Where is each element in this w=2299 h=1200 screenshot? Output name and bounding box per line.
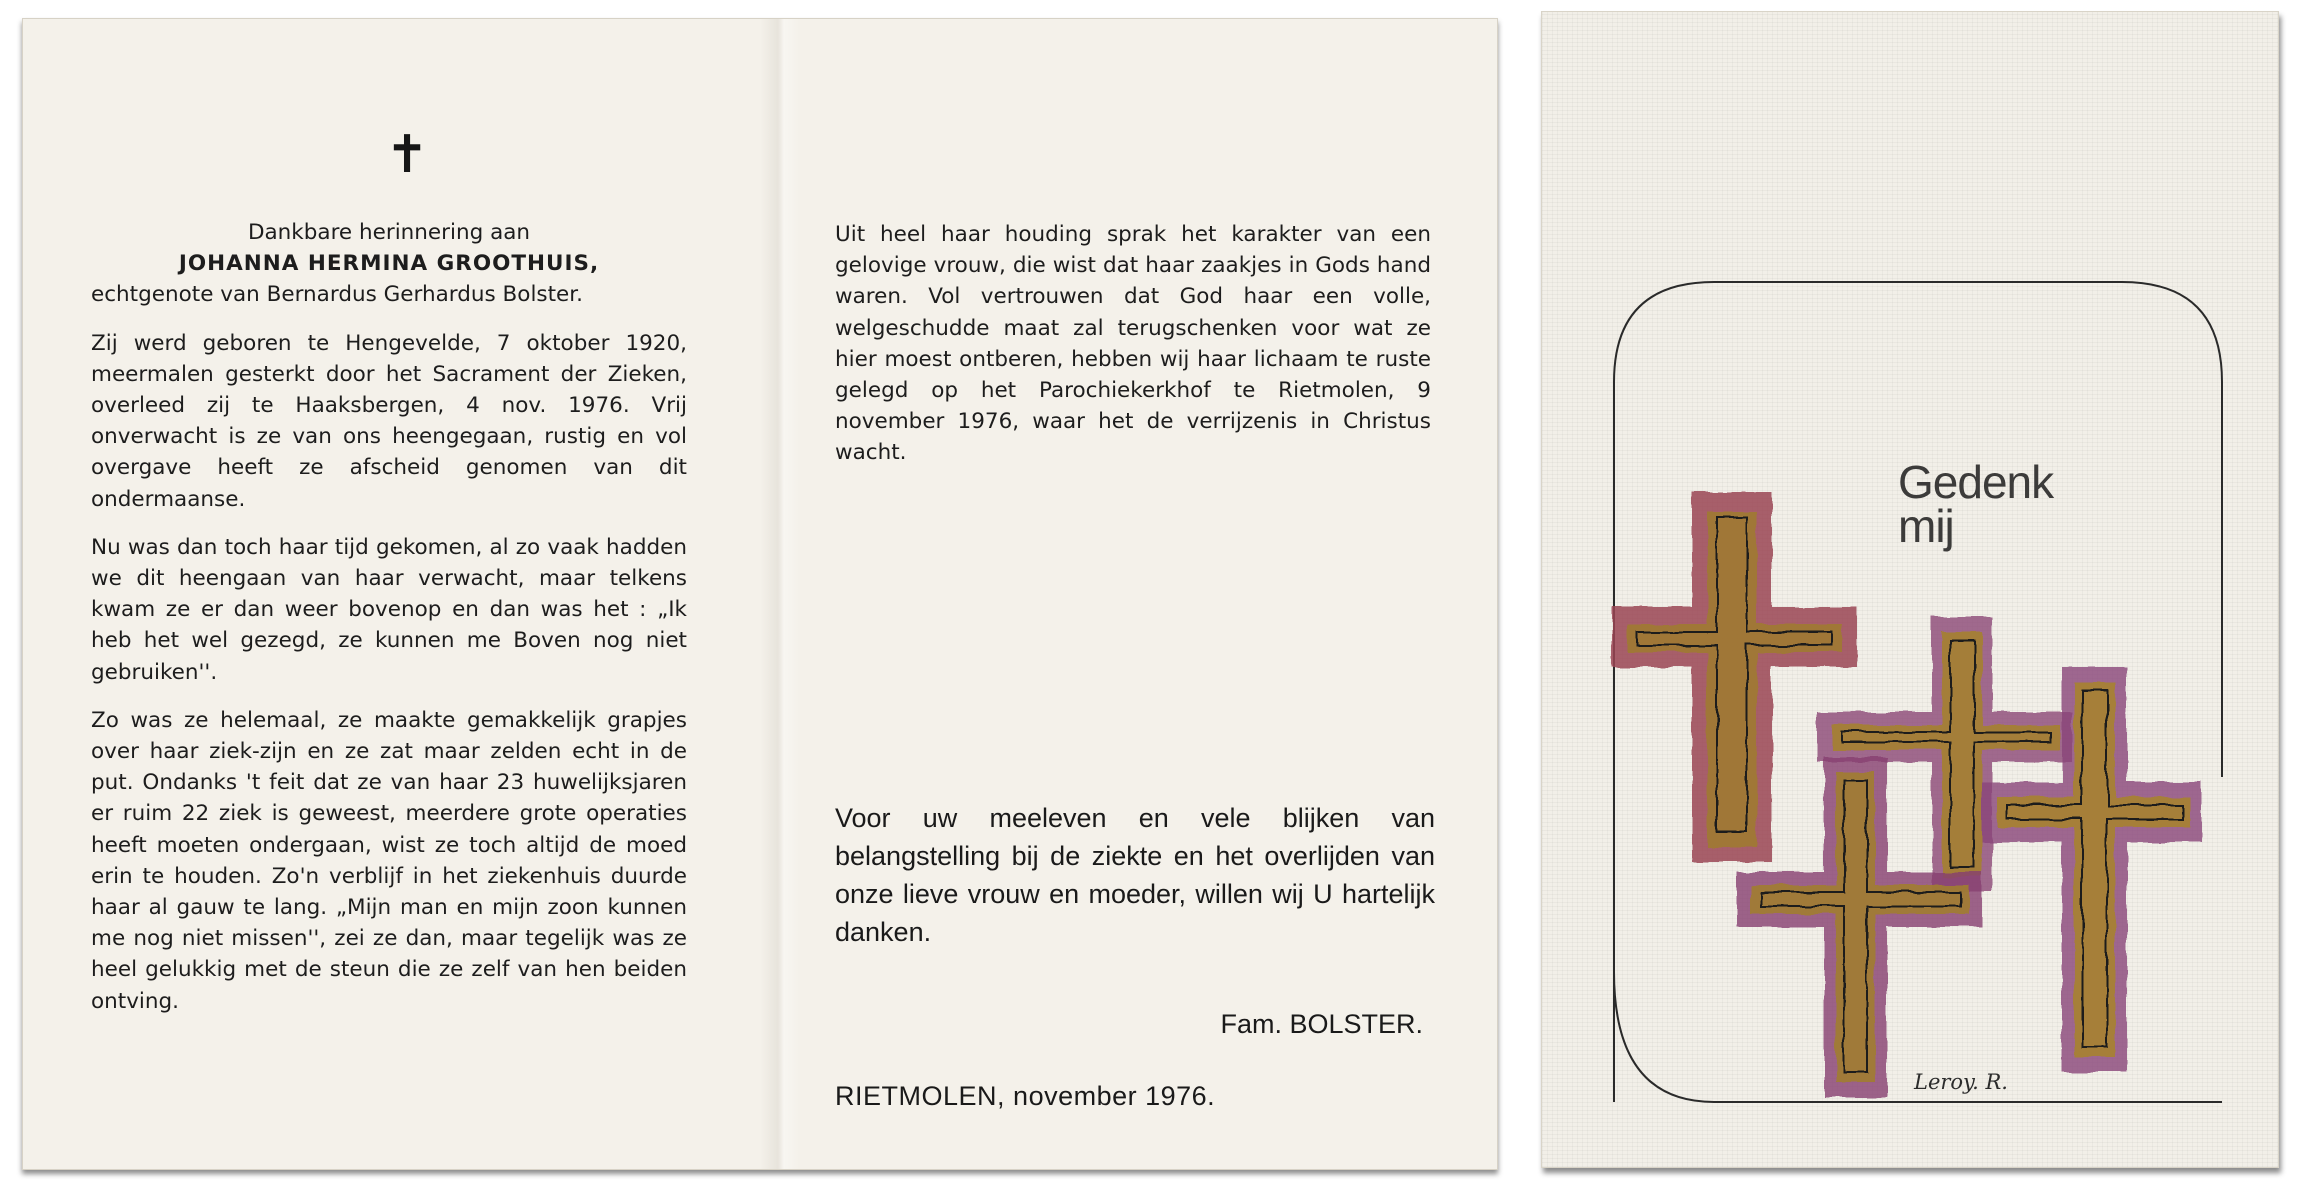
- thanks-paragraph: Voor uw meeleven en vele blijken van belangstelling bij de ziekte en het overlijden van onze lieve vrouw en moeder, willen wij U hartelijk danken.: [835, 803, 1435, 947]
- front-card: [1541, 11, 2279, 1168]
- place: RIETMOLEN,: [835, 1081, 1006, 1111]
- spouse-line: echtgenote van Bernardus Gerhardus Bolster.: [91, 282, 583, 308]
- deceased-name: JOHANNA HERMINA GROOTHUIS,: [178, 251, 600, 277]
- paragraph-biography: Zij werd geboren te Hengevelde, 7 oktober 1920, meermalen gesterkt door het Sacrament der Zieken, overleed zij te Haaksbergen, 4 nov. 1976. Vrij onverwacht is ze van ons heengegaan, rustig en vol overgave heeft ze afscheid genomen van dit ondermaanse.: [91, 330, 687, 512]
- thanks-text: [835, 799, 1435, 951]
- card-title-line2: mij: [1898, 500, 1954, 552]
- paragraph-character: Zo was ze helemaal, ze maakte gemakkelijk grapjes over haar ziek-zijn en ze zat maar zelden echt in de put. Ondanks 't feit dat ze van haar 23 huwelijksjaren er ruim 22 ziek is geweest, meerdere grote operaties heeft moeten ondergaan, wist ze toch altijd de moed erin te houden. Zo'n verblijf in het ziekenhuis duurde haar al gauw te lang. „Mijn man en mijn zoon kunnen me nog niet missen'', zei ze dan, maar tegelijk was ze heel gelukkig met de steun die ze zelf van hen beiden ontving.: [91, 707, 687, 1014]
- place-date-line: [835, 1081, 1215, 1112]
- heading: Dankbare herinnering aan: [247, 220, 531, 245]
- paragraph-expectation: Nu was dan toch haar tijd gekomen, al zo vaak hadden we dit heengaan van haar verwacht, maar telkens kwam ze er dan weer bovenop en dan was het : „Ik heb het wel gezegd, ze kunnen me Boven nog niet gebruiken''.: [91, 534, 687, 685]
- left-panel: [91, 127, 687, 1034]
- card-title: [1898, 456, 2054, 552]
- right-panel: [835, 219, 1431, 486]
- family-signature: Fam. BOLSTER.: [1220, 1009, 1423, 1039]
- paragraph-faith: Uit heel haar houding sprak het karakter van een gelovige vrouw, die wist dat haar zaakjes in Gods hand waren. Vol vertrouwen dat God haar een volle, welgeschudde maat zal terugschenken voor wat ze hier moest ontberen, hebben wij haar lichaam te ruste gelegd op het Parochiekerkhof te Rietmolen, 9 november 1976, waar het de verrijzenis in Christus wacht.: [835, 222, 1431, 466]
- date: november 1976.: [1013, 1081, 1216, 1111]
- cross-icon: ✝: [385, 125, 429, 185]
- folded-memorial-card: [22, 18, 1498, 1170]
- center-fold: [760, 19, 800, 1169]
- crosses-illustration: [1542, 12, 2278, 1167]
- card-title-line1: Gedenk: [1898, 456, 2054, 508]
- cross-1: [1612, 492, 1857, 862]
- artist-signature: Leroy. R.: [1914, 1070, 2008, 1094]
